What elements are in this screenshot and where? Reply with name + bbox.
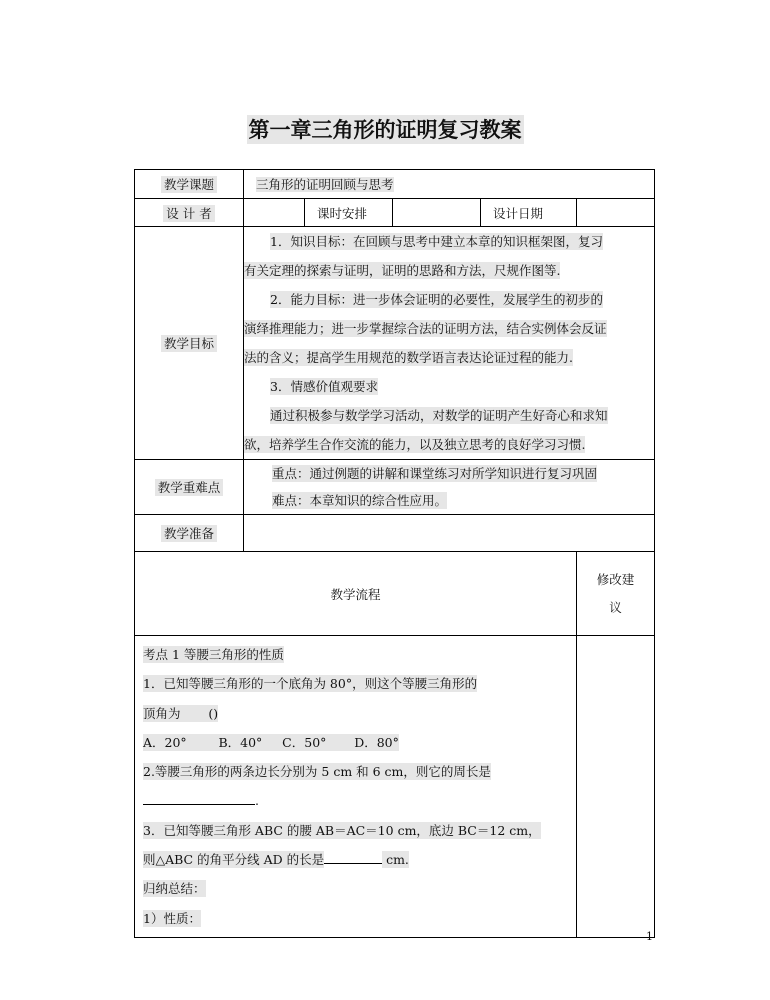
row-topic <box>135 170 655 199</box>
summary-label: 归纳总结： <box>143 881 206 897</box>
goals-label-cell: 教学目标 <box>135 227 244 460</box>
key-point-line: 重点：通过例题的讲解和课堂练习对所学知识进行复习巩固 <box>272 466 598 481</box>
row-prep <box>135 515 655 552</box>
designer-label-cell: 设 计 者 <box>135 199 244 227</box>
question-3-line-1: 3．已知等腰三角形 ABC 的腰 AB＝AC＝10 cm，底边 BC＝12 cm， <box>143 822 541 838</box>
page-number: 1 <box>646 930 653 943</box>
flow-content-cell <box>135 636 577 938</box>
property-label: 1）性质： <box>143 910 201 926</box>
goals-line: 3．情感价值观要求 <box>270 379 378 394</box>
question-1-line-2: 顶角为 () <box>143 705 219 721</box>
date-value-cell <box>577 199 655 227</box>
date-label-cell: 设计日期 <box>481 199 577 227</box>
lesson-plan-table <box>134 169 655 938</box>
goals-line: 欲，培养学生合作交流的能力，以及独立思考的良好学习习惯. <box>244 437 586 452</box>
row-goals <box>135 227 655 460</box>
prep-label-cell: 教学准备 <box>135 515 244 552</box>
document-title <box>0 114 770 144</box>
answer-blank[interactable] <box>324 861 382 864</box>
topic-label-cell: 教学课题 <box>135 170 244 199</box>
question-3-line-2: 则△ABC 的角平分线 AD 的长是 cm. <box>143 852 409 868</box>
goals-line: 通过积极参与数学学习活动，对数学的证明产生好奇心和求知 <box>270 408 608 423</box>
title-text: 第一章三角形的证明复习教案 <box>248 117 522 142</box>
topic-value-cell: 三角形的证明回顾与思考 <box>244 170 655 199</box>
question-1-options: A．20° B．40° C．50° D．80° <box>143 734 399 750</box>
row-designer <box>135 199 655 227</box>
goals-line: 1．知识目标：在回顾与思考中建立本章的知识框架图，复习 <box>270 234 603 249</box>
key-points-label-cell: 教学重难点 <box>135 460 244 515</box>
goals-line: 有关定理的探索与证明，证明的思路和方法，尺规作图等. <box>244 263 561 278</box>
goals-line: 法的含义；提高学生用规范的数学语言表达论证过程的能力. <box>244 350 573 365</box>
question-2-answer-line: . <box>143 786 566 815</box>
suggestion-label-cell: 修改建 议 <box>577 552 655 636</box>
goals-line: 演绎推理能力；进一步掌握综合法的证明方法，结合实例体会反证 <box>244 321 607 336</box>
prep-value-cell <box>244 515 655 552</box>
schedule-label-cell: 课时安排 <box>305 199 393 227</box>
key-points-content-cell <box>244 460 655 515</box>
suggestion-content-cell <box>577 636 655 938</box>
goals-content-cell <box>244 227 655 460</box>
schedule-value-cell <box>393 199 481 227</box>
row-flow-header <box>135 552 655 636</box>
flow-label-cell: 教学流程 <box>135 552 577 636</box>
key-point-line: 难点：本章知识的综合性应用。 <box>272 493 448 508</box>
row-key-points <box>135 460 655 515</box>
question-2-line-1: 2.等腰三角形的两条边长分别为 5 cm 和 6 cm，则它的周长是 <box>143 764 491 780</box>
answer-blank[interactable] <box>143 802 255 805</box>
goals-line: 2．能力目标：进一步体会证明的必要性，发展学生的初步的 <box>270 292 603 307</box>
designer-value-cell <box>244 199 305 227</box>
topic-heading: 考点 1 等腰三角形的性质 <box>143 647 284 662</box>
question-1-line-1: 1．已知等腰三角形的一个底角为 80°，则这个等腰三角形的 <box>143 676 478 692</box>
row-flow-content <box>135 636 655 938</box>
